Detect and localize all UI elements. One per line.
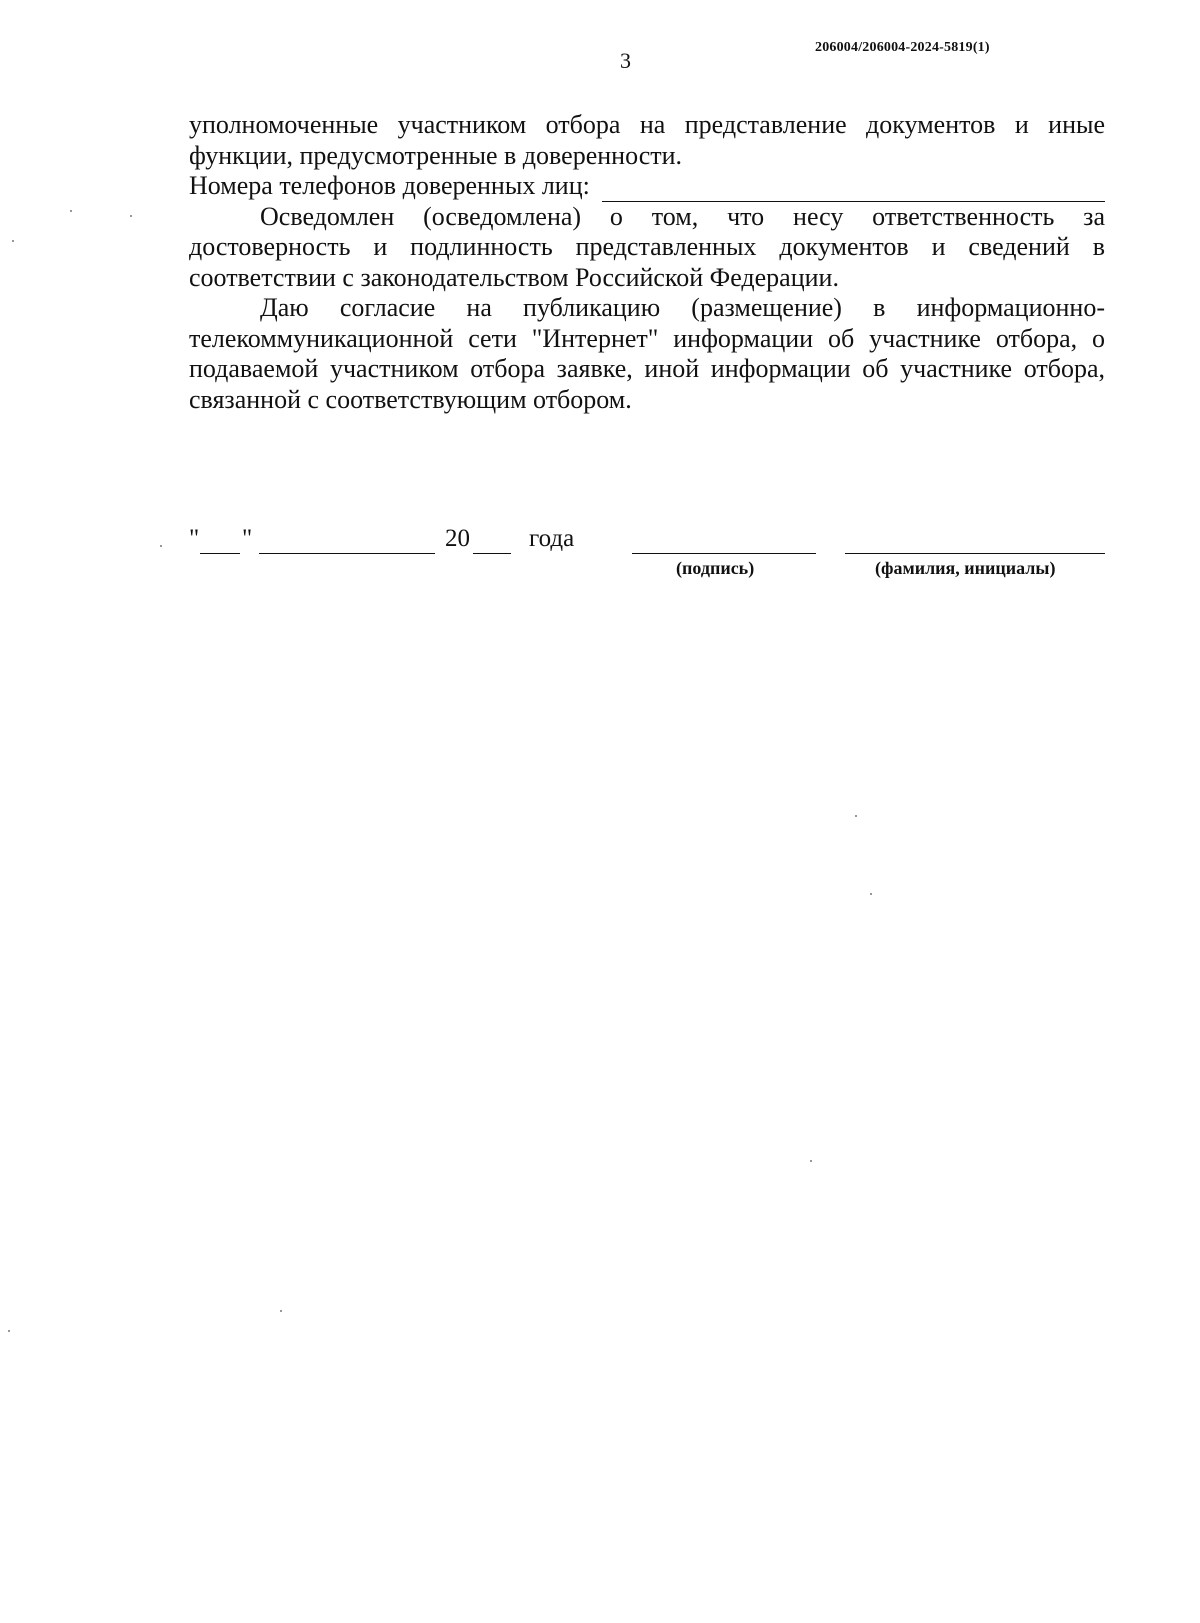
page-number: 3 <box>620 48 631 73</box>
scan-speck <box>130 215 132 217</box>
signature-blank-line <box>632 525 816 554</box>
scan-speck <box>8 1330 10 1332</box>
paragraph-authorized-persons: уполномоченные участником отбора на представление документов и иные функции, предусмотренные в доверенности. <box>189 110 1105 170</box>
signature-row <box>189 525 1105 585</box>
scan-speck <box>70 210 72 212</box>
scan-speck <box>870 893 872 895</box>
scan-speck <box>160 545 162 547</box>
signature-caption: (подпись) <box>676 558 755 578</box>
document-id: 206004/206004-2024-5819(1) <box>815 40 990 55</box>
year-prefix: 20 <box>445 525 470 552</box>
month-blank-line <box>259 525 435 554</box>
year-suffix: года <box>529 525 575 552</box>
scan-speck <box>810 1160 812 1162</box>
year-blank-line <box>473 525 511 554</box>
document-body <box>189 110 1105 415</box>
phones-blank-line <box>602 177 1105 202</box>
name-caption: (фамилия, инициалы) <box>875 558 1056 578</box>
scan-speck <box>855 815 857 817</box>
name-blank-line <box>845 525 1105 554</box>
date-quote-open: " <box>189 525 200 552</box>
scan-speck <box>12 240 14 242</box>
phones-field <box>189 171 1105 202</box>
paragraph-responsibility: Осведомлен (осведомлена) о том, что несу ответственность за достоверность и подлинность представленных документов и сведений в соответствии с законодательством Российской Федерации. <box>189 201 1105 292</box>
scan-speck <box>280 1310 282 1312</box>
phones-label: Номера телефонов доверенных лиц: <box>189 171 590 200</box>
date-quote-close: " <box>242 525 253 552</box>
paragraph-consent: Даю согласие на публикацию (размещение) в информационно-телекоммуникационной сети "Интернет" информации об участнике отбора, о подаваемой участником отбора заявке, иной информации об участнике отбора, связанной с соответствующим отбором. <box>189 293 1105 414</box>
day-blank-line <box>200 525 240 554</box>
